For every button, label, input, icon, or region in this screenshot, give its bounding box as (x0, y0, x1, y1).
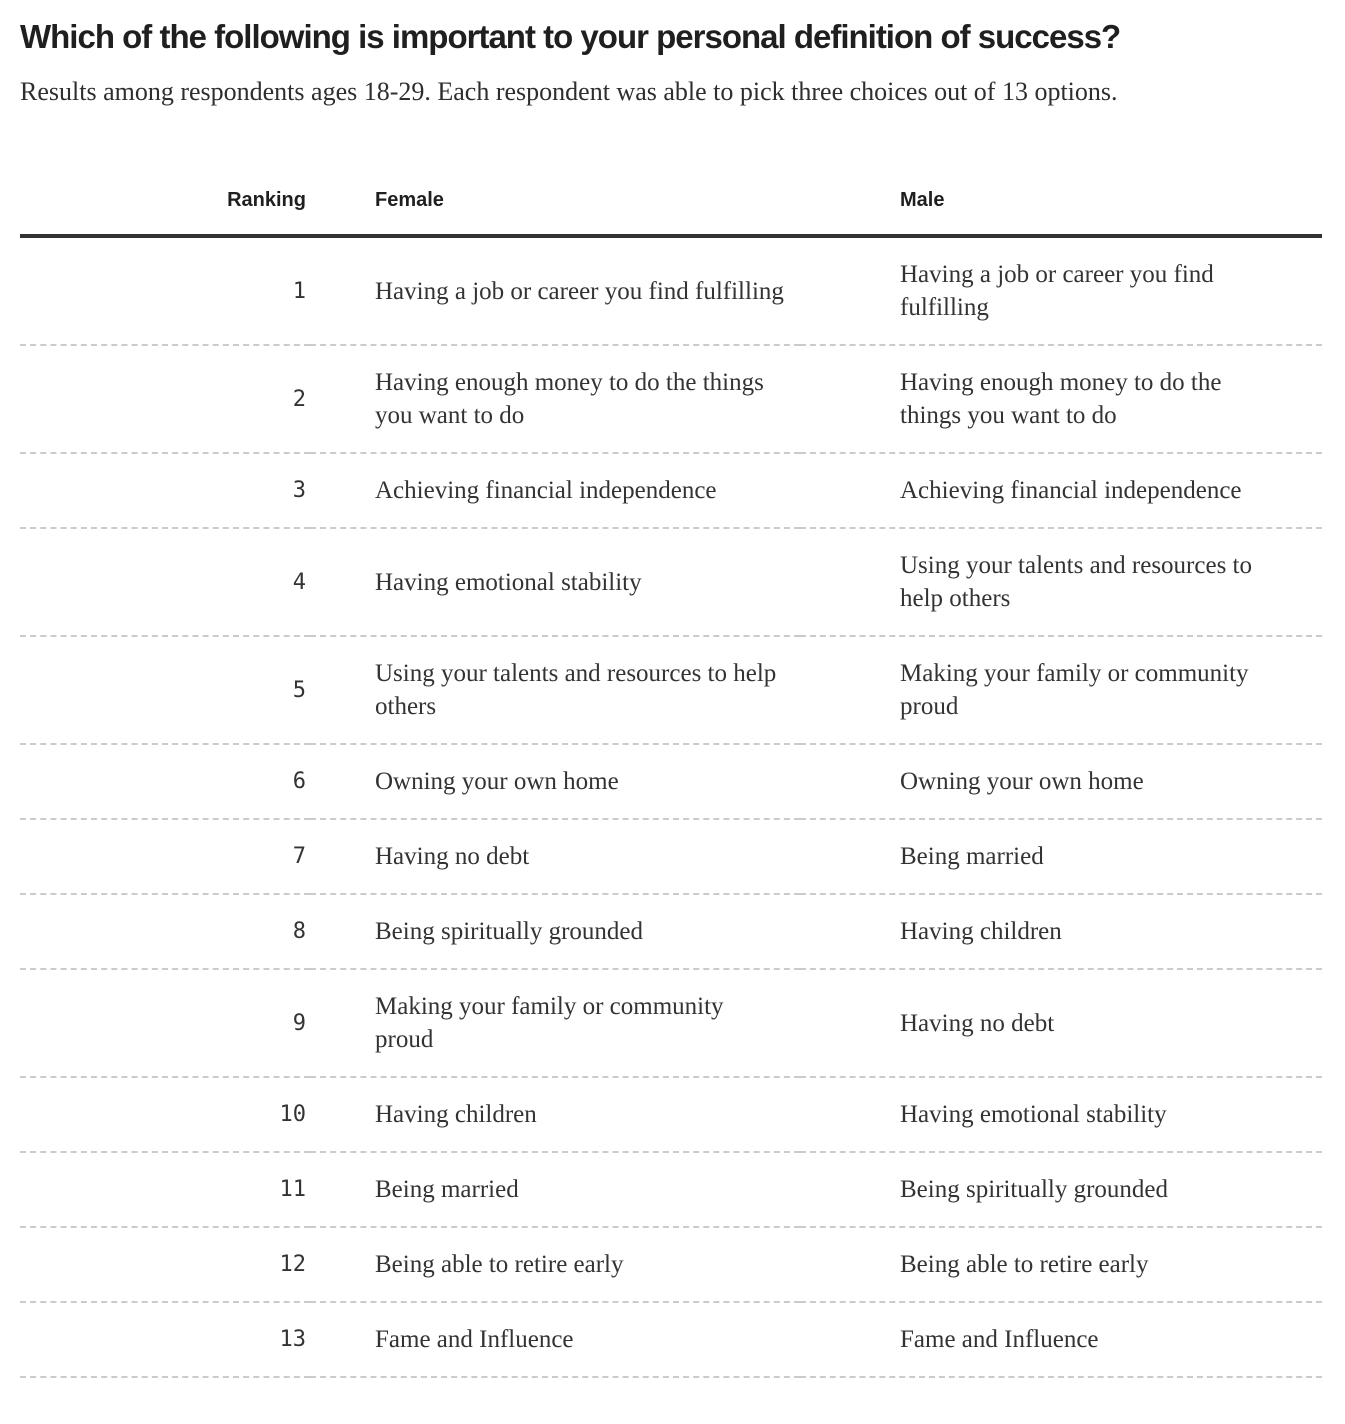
female-cell: Having a job or career you find fulfilling (310, 236, 800, 345)
rank-cell: 10 (20, 1077, 310, 1152)
male-cell: Using your talents and resources to help others (800, 528, 1322, 636)
rankings-table (20, 188, 1322, 1378)
female-cell: Achieving financial independence (310, 453, 800, 528)
table-row (20, 236, 1322, 345)
table-row (20, 453, 1322, 528)
header-row (20, 188, 1322, 236)
male-cell: Having no debt (800, 969, 1322, 1077)
column-header-male: Male (800, 188, 1322, 236)
male-cell: Being married (800, 819, 1322, 894)
rank-cell: 4 (20, 528, 310, 636)
female-cell: Being able to retire early (310, 1227, 800, 1302)
male-cell: Making your family or community proud (800, 636, 1322, 744)
male-cell: Having children (800, 894, 1322, 969)
rank-cell: 13 (20, 1302, 310, 1377)
table-row (20, 969, 1322, 1077)
rank-cell: 12 (20, 1227, 310, 1302)
male-cell: Being spiritually grounded (800, 1152, 1322, 1227)
female-cell: Being spiritually grounded (310, 894, 800, 969)
female-cell: Using your talents and resources to help others (310, 636, 800, 744)
male-cell: Having enough money to do the things you want to do (800, 345, 1322, 453)
table-row (20, 1302, 1322, 1377)
rank-cell: 5 (20, 636, 310, 744)
column-header-female: Female (310, 188, 800, 236)
table-row (20, 1152, 1322, 1227)
rank-cell: 3 (20, 453, 310, 528)
page-subtitle: Results among respondents ages 18-29. Each respondent was able to pick three choices out of 13 options. (20, 77, 1118, 106)
female-cell: Having children (310, 1077, 800, 1152)
female-cell: Owning your own home (310, 744, 800, 819)
male-cell: Having emotional stability (800, 1077, 1322, 1152)
table-row (20, 1077, 1322, 1152)
female-cell: Making your family or community proud (310, 969, 800, 1077)
rank-cell: 11 (20, 1152, 310, 1227)
rank-cell: 9 (20, 969, 310, 1077)
table-row (20, 636, 1322, 744)
table-row (20, 744, 1322, 819)
table-row (20, 819, 1322, 894)
rank-cell: 1 (20, 236, 310, 345)
female-cell: Fame and Influence (310, 1302, 800, 1377)
male-cell: Fame and Influence (800, 1302, 1322, 1377)
rank-cell: 6 (20, 744, 310, 819)
female-cell: Having emotional stability (310, 528, 800, 636)
female-cell: Having enough money to do the things you want to do (310, 345, 800, 453)
female-cell: Being married (310, 1152, 800, 1227)
table-row (20, 1227, 1322, 1302)
table-row (20, 528, 1322, 636)
male-cell: Owning your own home (800, 744, 1322, 819)
table-row (20, 345, 1322, 453)
rank-cell: 2 (20, 345, 310, 453)
female-cell: Having no debt (310, 819, 800, 894)
table-row (20, 894, 1322, 969)
column-header-ranking: Ranking (20, 188, 310, 236)
male-cell: Having a job or career you find fulfilling (800, 236, 1322, 345)
rank-cell: 7 (20, 819, 310, 894)
male-cell: Being able to retire early (800, 1227, 1322, 1302)
male-cell: Achieving financial independence (800, 453, 1322, 528)
page-title: Which of the following is important to your personal definition of success? (20, 18, 1121, 55)
rank-cell: 8 (20, 894, 310, 969)
